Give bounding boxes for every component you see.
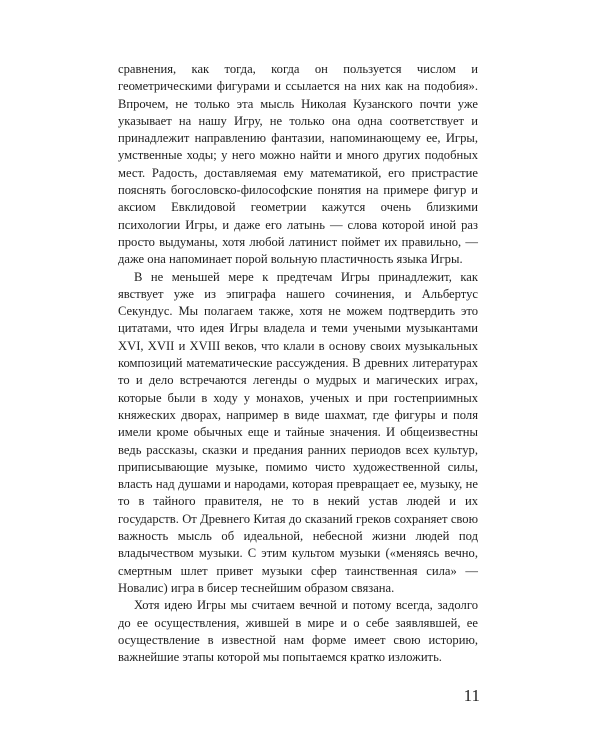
paragraph-3: Хотя идею Игры мы считаем вечной и потому всегда, задолго до ее осуществления, жившей в мире и о себе заявлявшей, ее осуществление в известной нам форме имеет свою историю, важнейшие этапы которой мы попытаемся кратко изложить.: [118, 598, 478, 665]
body-text: [118, 61, 478, 666]
paragraph-1: сравнения, как тогда, когда он пользуется числом и геометрическими фигурами и ссылается на них как на подобия». Впрочем, не только эта мысль Николая Кузанского почти уже указывает на нашу Игру, не только она одна соответствует и принадлежит направлению фантазии, напоминающему ее, Игры, умственные ходы; у него можно найти и много других подобных мест. Радость, доставляемая ему математикой, его пристрастие пояснять богословско-философские понятия на примере фигур и аксиом Евклидовой геометрии кажутся очень близкими психологии Игры, и даже его латынь — слова которой иной раз просто выдуманы, хотя любой латинист поймет их правильно, — даже она напоминает порой вольную пластичность языка Игры.: [118, 62, 478, 267]
paragraph-2: В не меньшей мере к предтечам Игры принадлежит, как явствует уже из эпиграфа нашего сочинения, и Альбертус Секундус. Мы полагаем также, хотя не можем подтвердить это цитатами, что идея Игры владела и теми учеными музыкантами XVI, XVII и XVIII веков, что клали в основу своих музыкальных композиций математические рассуждения. В древних литературах то и дело встречаются легенды о мудрых и магических играх, которые были в ходу у монахов, ученых и при гостеприимных княжеских дворах, например в виде шахмат, где фигуры и поля имели кроме обычных еще и тайные значения. И общеизвестны ведь рассказы, сказки и предания ранних периодов всех культур, приписывающие музыке, помимо чисто художественной силы, власть над душами и народами, которая превращает ее, музыку, не то в тайного правителя, не то в некий устав людей и их государств. От Древнего Китая до сказаний греков сохраняет свою важность мысль об идеальной, небесной жизни людей под владычеством музыки. С этим культом музыки («меняясь вечно, смертным шлет привет музыки сфер таинственная сила» — Новалис) игра в бисер теснейшим образом связана.: [118, 269, 478, 595]
page-number: 11: [463, 686, 480, 705]
